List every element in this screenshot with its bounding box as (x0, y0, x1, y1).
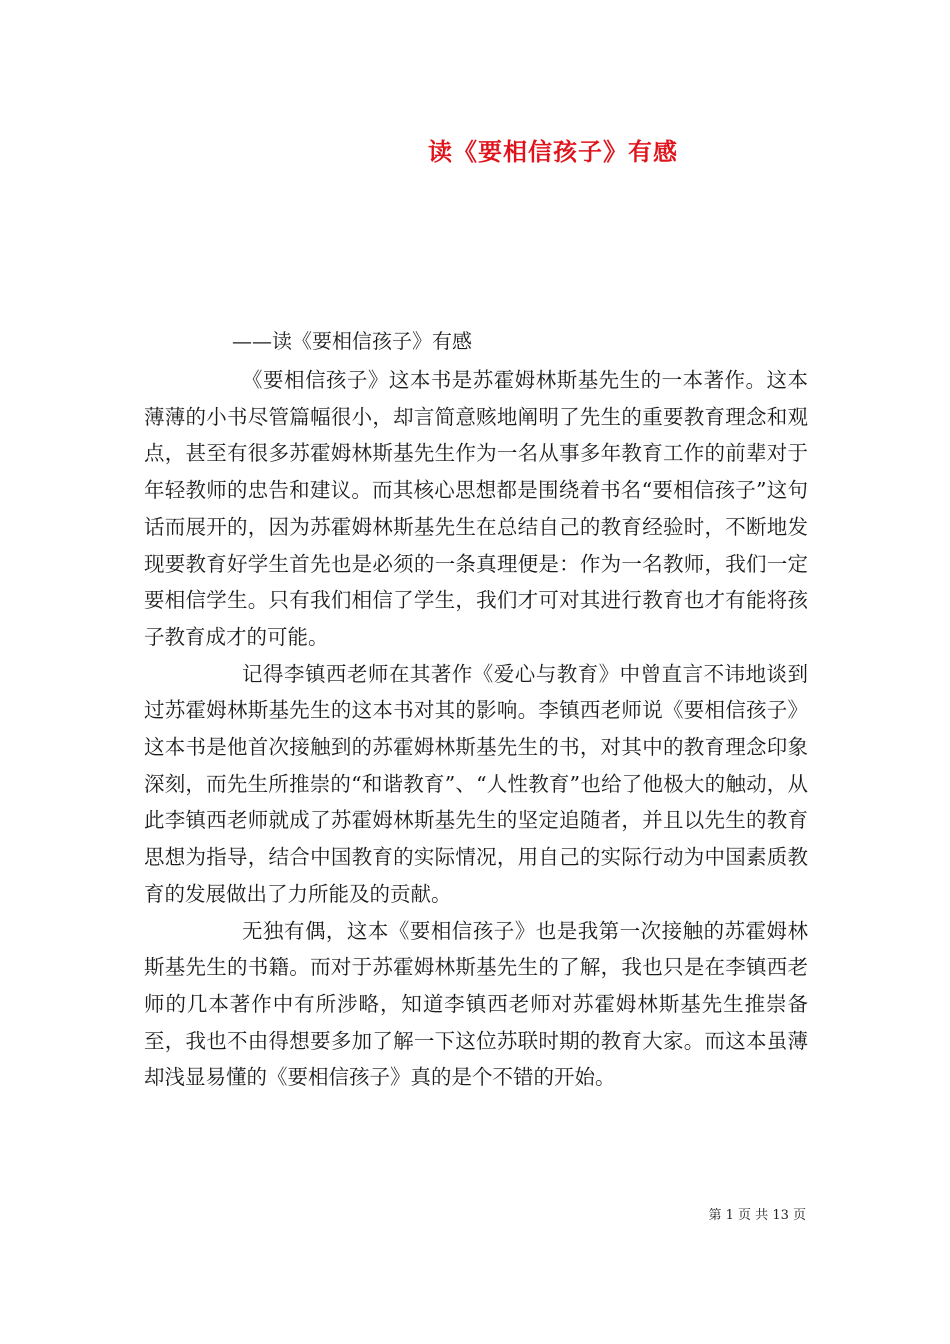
document-subtitle: ——读《要相信孩子》有感 (232, 329, 472, 353)
document-body (144, 362, 808, 1096)
paragraph-2: 记得李镇西老师在其著作《爱心与教育》中曾直言不讳地谈到过苏霍姆林斯基先生的这本书对其的影响。李镇西老师说《要相信孩子》这本书是他首次接触到的苏霍姆林斯基先生的书，对其中的教育理念印象深刻，而先生所推崇的“和谐教育”、“人性教育”也给了他极大的触动，从此李镇西老师就成了苏霍姆林斯基先生的坚定追随者，并且以先生的教育思想为指导，结合中国教育的实际情况，用自己的实际行动为中国素质教育的发展做出了力所能及的贡献。 (144, 661, 808, 906)
paragraph-1: 《要相信孩子》这本书是苏霍姆林斯基先生的一本著作。这本薄薄的小书尽管篇幅很小，却言简意赅地阐明了先生的重要教育理念和观点，甚至有很多苏霍姆林斯基先生作为一名从事多年教育工作的前辈对于年轻教师的忠告和建议。而其核心思想都是围绕着书名“要相信孩子”这句话而展开的，因为苏霍姆林斯基先生在总结自己的教育经验时，不断地发现要教育好学生首先也是必须的一条真理便是：作为一名教师，我们一定要相信学生。只有我们相信了学生，我们才可对其进行教育也才有能将孩子教育成才的可能。 (144, 368, 808, 649)
paragraph-3: 无独有偶，这本《要相信孩子》也是我第一次接触的苏霍姆林斯基先生的书籍。而对于苏霍姆林斯基先生的了解，我也只是在李镇西老师的几本著作中有所涉略，知道李镇西老师对苏霍姆林斯基先生推崇备至，我也不由得想要多加了解一下这位苏联时期的教育大家。而这本虽薄却浅显易懂的《要相信孩子》真的是个不错的开始。 (144, 918, 808, 1090)
page-number-footer: 第 1 页 共 13 页 (708, 1208, 806, 1223)
document-title: 读《要相信孩子》有感 (428, 137, 678, 166)
